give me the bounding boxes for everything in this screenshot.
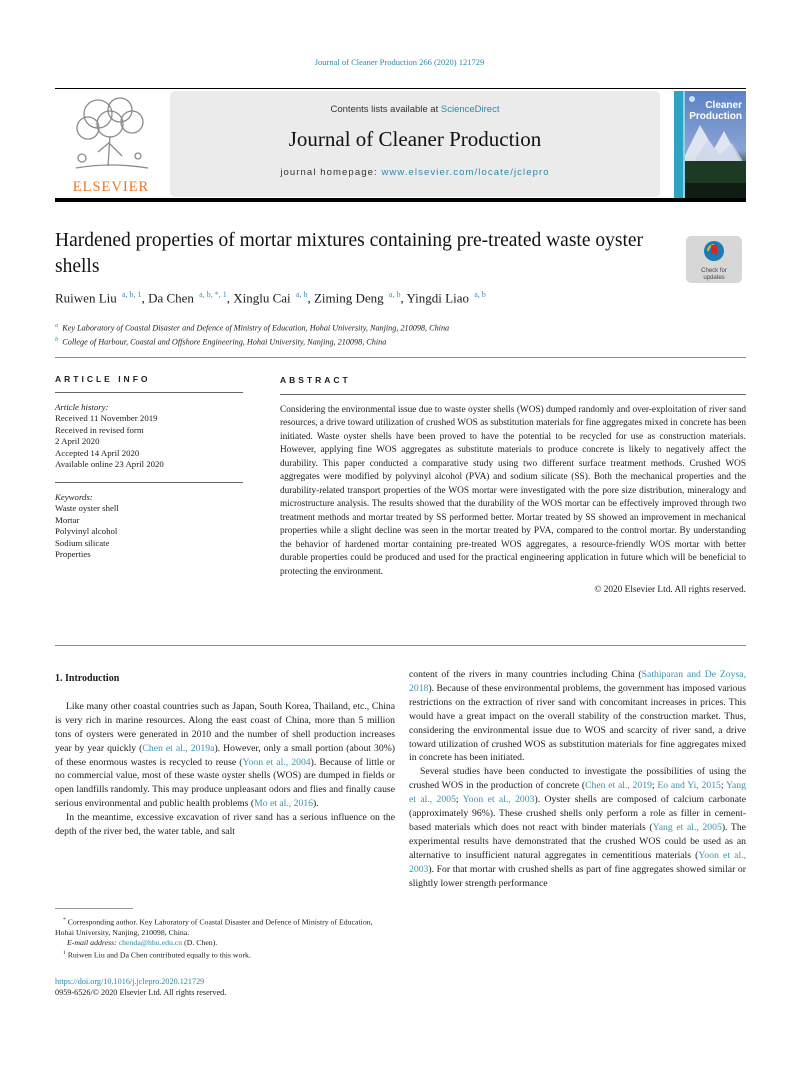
text-segment: ; — [455, 794, 463, 806]
svg-text:Cleaner: Cleaner — [705, 100, 742, 111]
author-affiliation-sup[interactable]: a, b — [295, 290, 308, 299]
article-info-heading: ARTICLE INFO — [55, 374, 151, 384]
page-footer — [55, 976, 226, 998]
citation-link[interactable]: Sathiparan and De Zoysa, 2018 — [409, 669, 746, 694]
copyright-line: © 2020 Elsevier Ltd. All rights reserved. — [594, 585, 746, 595]
paragraph — [409, 765, 746, 890]
author-affiliation-sup[interactable]: a, b, *, 1 — [199, 290, 227, 299]
keywords-label: Keywords: — [55, 491, 93, 502]
elsevier-tree-icon — [68, 163, 154, 180]
text-segment: ). However, only a small portion (about 30%) of these enormous wastes is recycled to reuse ( — [55, 742, 396, 768]
journal-cover-thumbnail[interactable] — [674, 91, 746, 199]
keyword: Properties — [55, 549, 91, 559]
author-name: Yingdi Liao — [406, 290, 473, 306]
check-updates-label: Check for updates — [701, 268, 727, 281]
text-segment: In the meantime, excessive excavation of river sand has a serious influence on the depth of the river bed, the water table, and salt — [55, 812, 395, 838]
contribution-note: $^1$ Ruiwen Liu and Da Chen contributed equally to this work. — [63, 949, 251, 960]
body-right-column — [409, 668, 746, 891]
author-affiliation-sup[interactable]: a, b — [474, 290, 486, 299]
citation-link[interactable]: Yoon et al., 2003 — [409, 849, 746, 875]
affiliation-line: $^a$ Key Laboratory of Coastal Disaster and Defence of Ministry of Education, Hohai University, Nanjing, 210098, China — [55, 322, 450, 333]
paragraph — [409, 668, 746, 765]
introduction-heading: 1. Introduction — [55, 673, 120, 684]
text-segment: Several studies have been conducted to investigate the possibilities of using the crushed WOS in the production of concrete ( — [409, 766, 746, 792]
author-affiliation-sup[interactable]: a, b — [388, 290, 401, 299]
journal-header — [55, 88, 746, 199]
text-segment: Like many other coastal countries such as Japan, South Korea, Thailand, etc., China is very rich in marine resources. Along the east coast of China, more than 5 million tons of oysters were generated in 2010 and the number of shell production increases year by year quickly ( — [55, 700, 395, 754]
journal-banner — [170, 91, 660, 197]
keyword-list — [55, 503, 243, 561]
abstract-text: Considering the environmental issue due to waste oyster shells (WOS) dumped randomly and over-exploitation of river sand resources, a drive toward utilization of crushed WOS as substitution materials for fine aggregates mixed in concrete has been initiated. Waste oyster shells have been proved to have the potential to be recycled for use as construction materials. However, applying fine WOS aggregates as substitute materials to produce concrete is likely to negatively affect the durability. This paper conducted a comparative study using two different surface treatment methods. Crushed WOS aggregates were modified by polyvinyl alcohol (PVA) and sodium silicate (SS). Both the mechanical properties and the durability-related transport properties of the WOS mortar were investigated with the pore size distribution, mineralogy and microstructure analysis. The results showed that the durability of the WOS mortar can be effectively improved through two treatment methods and mortar treated by SS performed better. Mortar treated by SS showed an improvement in mechanical properties while a slight decline was seen in the mortar treated by PVA, compared to the control mortar. By understanding the behavior of hardened mortar containing pre-treated WOS aggregates, a resource-friendly WOS mortar with better durable properties could be produced and used for the practical engineering application in future which will be beneficial to protecting the environment. — [280, 404, 746, 577]
text-segment: ). — [313, 798, 319, 810]
rule — [280, 394, 746, 395]
citation-link[interactable]: Eo and Yi, 2015 — [657, 780, 721, 792]
email-link[interactable]: chenda@hhu.edu.cn — [118, 937, 183, 947]
check-for-updates-badge[interactable] — [686, 236, 742, 283]
crossmark-circle-icon — [703, 249, 725, 266]
text-segment: content of the rivers in many countries including China ( — [409, 669, 642, 680]
keyword: Mortar — [55, 514, 80, 525]
affiliation-list — [55, 320, 746, 347]
text-segment: ). The experimental results have demonstrated that the crushed WOS could be used as an alternative to insufficient natural aggregates in cementitious materials ( — [409, 821, 746, 861]
section-divider — [55, 645, 746, 646]
elsevier-logo[interactable] — [55, 92, 167, 197]
article-history — [55, 413, 243, 471]
footnotes — [55, 908, 393, 960]
history-line: Received 11 November 2019 — [55, 413, 158, 423]
paragraph — [55, 811, 395, 839]
contents-line — [170, 104, 660, 115]
text-segment: ; — [720, 780, 726, 792]
rule — [55, 392, 243, 393]
citation-link[interactable]: Chen et al., 2019 — [585, 780, 652, 792]
history-line: Accepted 14 April 2020 — [55, 447, 140, 458]
abstract-heading: ABSTRACT — [280, 375, 351, 385]
sciencedirect-link[interactable]: ScienceDirect — [440, 104, 500, 115]
history-line: 2 April 2020 — [55, 436, 100, 446]
contents-prefix: Contents lists available at — [330, 104, 441, 115]
rule — [55, 482, 243, 483]
abstract-column — [280, 374, 746, 598]
text-segment: ; — [651, 780, 658, 792]
svg-text:Production: Production — [689, 111, 742, 122]
citation-link[interactable]: Yoon et al., 2003 — [462, 794, 535, 806]
text-segment: ). Because of little or no commercial value, most of these waste oyster shells (WOS) are dumped in fields or open landfills randomly. This may produce unpleasant odors and flies and finally cause serious environmental and public health problems ( — [55, 756, 395, 810]
elsevier-wordmark: ELSEVIER — [72, 179, 150, 195]
keyword: Sodium silicate — [55, 537, 110, 548]
body-left-column — [55, 664, 395, 839]
author-name: Xinglu Cai — [233, 290, 294, 306]
author-name: Da Chen — [148, 290, 198, 306]
keyword: Polyvinyl alcohol — [55, 526, 118, 536]
homepage-link[interactable]: www.elsevier.com/locate/jclepro — [381, 167, 550, 178]
citation-link[interactable]: Yang et al., 2005 — [652, 821, 722, 833]
text-segment: ). Because of these environmental problems, the government has imposed various restrictions on the extraction of river sand with concomitant increases in prices. This would have a great impact on the overall stability of the construction market. Thus, considering the environmental issue due to WOS and scarcity of river sand, a drive toward utilization of crushed WOS as substitution materials for fine aggregates mixed in concrete has been initiated. — [409, 682, 746, 764]
author-affiliation-sup[interactable]: a, b, 1 — [122, 290, 142, 299]
author-list: Ruiwen Liu $^{a, b, 1}$, Da Chen $^{a, b, *, 1}$, Xinglu Cai $^{a, b}$, Ziming Deng $^{a, b}$, Yingdi Liao $^{a, b}$ — [55, 290, 486, 306]
history-line: Received in revised form — [55, 424, 144, 435]
paragraph — [55, 700, 395, 811]
affiliation-line: $^b$ College of Harbour, Coastal and Offshore Engineering, Hohai University, Nanjing, 210098, China — [55, 335, 387, 347]
article-title: Hardened properties of mortar mixtures containing pre-treated waste oyster shells — [55, 230, 644, 277]
homepage-line — [170, 167, 660, 178]
article-history-label: Article history: — [55, 401, 109, 412]
section-divider — [55, 357, 746, 358]
header-rule — [55, 198, 746, 202]
citation-link[interactable]: Yoon et al., 2004 — [242, 756, 311, 768]
text-segment: ). For that mortar with crushed shells as part of fine aggregates showed similar or slightly lower strength performance — [409, 863, 746, 889]
keyword: Waste oyster shell — [55, 503, 119, 513]
citation-link[interactable]: Mo et al., 2016 — [254, 798, 314, 810]
history-line: Available online 23 April 2020 — [55, 459, 164, 469]
article-info-column — [55, 374, 243, 561]
text-segment: ). Oyster shells are composed of calcium carbonate (approximately 96%). These crushed shells only perform a role as filler in cement-based materials which does not react with binder materials ( — [409, 794, 747, 833]
issn-line: 0959-6526/© 2020 Elsevier Ltd. All rights reserved. — [55, 988, 227, 997]
homepage-prefix: journal homepage: — [280, 167, 382, 178]
footnote-rule — [55, 908, 133, 909]
author-name: Ziming Deng — [313, 290, 387, 306]
author-name: Ruiwen Liu — [55, 290, 120, 306]
doi-link[interactable]: https://doi.org/10.1016/j.jclepro.2020.121729 — [55, 977, 205, 986]
journal-title: Journal of Cleaner Production — [288, 127, 542, 151]
corresponding-author-note: * Corresponding author. Key Laboratory of Coastal Disaster and Defence of Ministry of Education, Hohai University, Nanjing, 210098, China. — [55, 917, 373, 937]
journal-citation-line: Journal of Cleaner Production 266 (2020) 121729 — [314, 57, 485, 67]
citation-link[interactable]: Yang et al., 2005 — [409, 780, 746, 806]
email-note: E-mail address: chenda@hhu.edu.cn (D. Chen). — [67, 937, 218, 947]
citation-link[interactable]: Chen et al., 2019a — [142, 742, 215, 754]
